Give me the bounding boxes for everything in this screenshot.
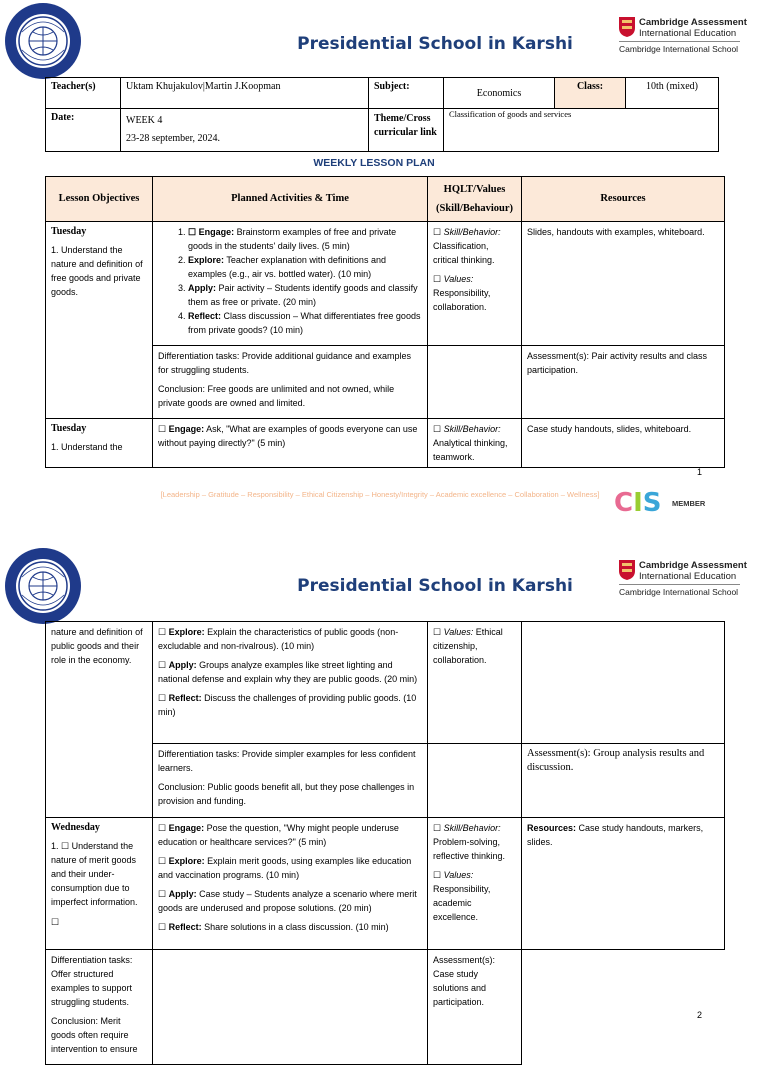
page-number: 2 bbox=[697, 1010, 703, 1020]
conclusion-text: Conclusion: Merit goods often require intervention to ensure bbox=[51, 1016, 138, 1054]
class-label: Class: bbox=[555, 78, 626, 109]
activity-item: 2. Explore: Teacher explanation with definitions and examples (e.g., air vs. bottled water). (10 min) bbox=[188, 253, 422, 281]
date-week: WEEK 4 bbox=[126, 115, 163, 126]
cambridge-logo bbox=[619, 560, 749, 600]
date-value bbox=[121, 109, 369, 152]
skill-behavior: ☐ Skill/Behavior: Classification, critical thinking. bbox=[433, 227, 501, 265]
differentiation-cell bbox=[46, 950, 153, 1065]
differentiation-text: Differentiation tasks: Provide additional guidance and examples for struggling students. bbox=[158, 351, 411, 375]
cambridge-line-1: Cambridge Assessment bbox=[639, 560, 747, 571]
hqlt-cell: ☐ Values: Ethical citizenship, collaboration. bbox=[428, 622, 522, 744]
col-objectives: Lesson Objectives bbox=[46, 177, 153, 222]
activity-item: 1. ☐ Engage: Brainstorm examples of free and private goods in the students' daily lives. (5 min) bbox=[188, 225, 422, 253]
differentiation-cell bbox=[153, 744, 428, 818]
lesson-plan-table-page-2 bbox=[45, 621, 725, 1065]
values: ☐ Values: Responsibility, academic excellence. bbox=[433, 870, 491, 922]
subject-value: Economics bbox=[444, 78, 555, 109]
objective-cell bbox=[46, 818, 153, 950]
hqlt-cell bbox=[428, 222, 522, 346]
activity-item: ☐ Apply: Case study – Students analyze a scenario where merit goods are underused and propose solutions. (20 min) bbox=[158, 889, 417, 913]
weekly-plan-title: WEEKLY LESSON PLAN bbox=[313, 157, 435, 169]
objective-cell bbox=[46, 419, 153, 468]
differentiation-text: Differentiation tasks: Offer structured examples to support struggling students. bbox=[51, 955, 133, 1007]
date-range: 23-28 september, 2024. bbox=[126, 133, 221, 144]
school-name: Presidential School in Karshi bbox=[297, 576, 573, 596]
hqlt-cell: ☐ Skill/Behavior: Analytical thinking, teamwork. bbox=[428, 419, 522, 468]
theme-value: Classification of goods and services bbox=[444, 109, 719, 152]
cis-member-label: MEMBER bbox=[672, 499, 706, 508]
objective-extra: ☐ bbox=[51, 917, 60, 927]
activity-item: 4. Reflect: Class discussion – What differentiates free goods from private goods? (10 min) bbox=[188, 309, 422, 337]
cambridge-logo bbox=[619, 17, 749, 57]
cambridge-line-3: Cambridge International School bbox=[619, 44, 739, 54]
subject-label: Subject: bbox=[369, 78, 444, 109]
skill-behavior: ☐ Skill/Behavior: Problem-solving, reflective thinking. bbox=[433, 823, 506, 861]
objective-text: 1. ☐ Understand the nature of merit goods and their under-consumption due to imperfect information. bbox=[51, 841, 138, 907]
resources-cell: Resources: Case study handouts, markers, slides. bbox=[522, 818, 725, 950]
objective-cell: nature and definition of public goods and their role in the economy. bbox=[46, 622, 153, 818]
conclusion-text: Conclusion: Public goods benefit all, but they pose challenges in provision and funding. bbox=[158, 782, 415, 806]
resources-cell: Slides, handouts with examples, whiteboard. bbox=[522, 222, 725, 346]
activities-cell bbox=[153, 818, 428, 950]
activity-item: ☐ Reflect: Discuss the challenges of providing public goods. (10 min) bbox=[158, 693, 417, 717]
activity-item: ☐ Reflect: Share solutions in a class discussion. (10 min) bbox=[158, 922, 389, 932]
differentiation-cell bbox=[153, 346, 428, 419]
cambridge-divider bbox=[619, 41, 740, 42]
hqlt-cell bbox=[428, 818, 522, 950]
empty-cell bbox=[428, 346, 522, 419]
page-2 bbox=[0, 530, 768, 1054]
theme-label: Theme/Cross curricular link bbox=[369, 109, 444, 152]
page-1 bbox=[0, 0, 768, 530]
school-name: Presidential School in Karshi bbox=[297, 34, 573, 54]
resources-cell: Case study handouts, slides, whiteboard. bbox=[522, 419, 725, 468]
cambridge-line-2: International Education bbox=[639, 571, 737, 582]
school-values-footer: [Leadership – Gratitude – Responsibility – Ethical Citizenship – Honesty/Integrity – Academic excellence – Collaboration – Wellness] bbox=[160, 490, 600, 499]
page-number: 1 bbox=[697, 467, 703, 477]
day-label: Wednesday bbox=[51, 822, 100, 833]
assessment-cell: Assessment(s): Case study solutions and participation. bbox=[428, 950, 522, 1065]
differentiation-text: Differentiation tasks: Provide simpler examples for less confident learners. bbox=[158, 749, 416, 773]
teacher-value: Uktam Khujakulov|Martin J.Koopman bbox=[121, 78, 369, 109]
cis-member-logo bbox=[614, 488, 724, 518]
assessment-cell: Assessment(s): Group analysis results and discussion. bbox=[522, 744, 725, 818]
cambridge-shield-icon bbox=[619, 17, 635, 37]
activities-cell: ☐ Engage: Ask, "What are examples of goods everyone can use without paying directly?" (5 min) bbox=[153, 419, 428, 468]
objective-text: 1. Understand the nature and definition of free goods and private goods. bbox=[51, 245, 143, 297]
school-seal-logo bbox=[4, 2, 82, 80]
activity-item: 3. Apply: Pair activity – Students identify goods and classify them as free or private. (20 min) bbox=[188, 281, 422, 309]
empty-cell bbox=[153, 950, 428, 1065]
empty-cell bbox=[428, 744, 522, 818]
lesson-plan-table-page-1 bbox=[45, 176, 725, 468]
cambridge-line-1: Cambridge Assessment bbox=[639, 17, 747, 28]
activity-item: ☐ Explore: Explain merit goods, using examples like education and vaccination programs. (10 min) bbox=[158, 856, 412, 880]
activities-cell bbox=[153, 222, 428, 346]
col-activities: Planned Activities & Time bbox=[153, 177, 428, 222]
activity-item: ☐ Explore: Explain the characteristics of public goods (non-excludable and non-rivalrous). (10 min) bbox=[158, 627, 399, 651]
col-resources: Resources bbox=[522, 177, 725, 222]
school-seal-logo bbox=[4, 547, 82, 625]
class-value: 10th (mixed) bbox=[626, 78, 719, 109]
col-hqlt: HQLT/Values (Skill/Behaviour) bbox=[428, 177, 522, 222]
lesson-info-table bbox=[45, 77, 719, 152]
teacher-label: Teacher(s) bbox=[46, 78, 121, 109]
day-label: Tuesday bbox=[51, 226, 87, 237]
cambridge-line-3: Cambridge International School bbox=[619, 587, 739, 597]
objective-text: 1. Understand the bbox=[51, 442, 123, 452]
values: ☐ Values: Responsibility, collaboration. bbox=[433, 274, 491, 312]
cis-logo-text: CIS bbox=[614, 488, 662, 518]
activities-cell bbox=[153, 622, 428, 744]
activity-item: ☐ Apply: Groups analyze examples like street lighting and national defense and explain why they are public goods. (20 min) bbox=[158, 660, 418, 684]
assessment-cell: Assessment(s): Pair activity results and class participation. bbox=[522, 346, 725, 419]
activity-item: ☐ Engage: Pose the question, "Why might people underuse education or healthcare services?" (5 min) bbox=[158, 823, 399, 847]
cambridge-divider bbox=[619, 584, 740, 585]
conclusion-text: Conclusion: Free goods are unlimited and not owned, while private goods are owned and limited. bbox=[158, 384, 395, 408]
resources-cell bbox=[522, 622, 725, 744]
date-label: Date: bbox=[46, 109, 121, 152]
cambridge-line-2: International Education bbox=[639, 28, 737, 39]
objective-cell bbox=[46, 222, 153, 419]
activities-list bbox=[158, 225, 422, 337]
cambridge-shield-icon bbox=[619, 560, 635, 580]
day-label: Tuesday bbox=[51, 423, 87, 434]
